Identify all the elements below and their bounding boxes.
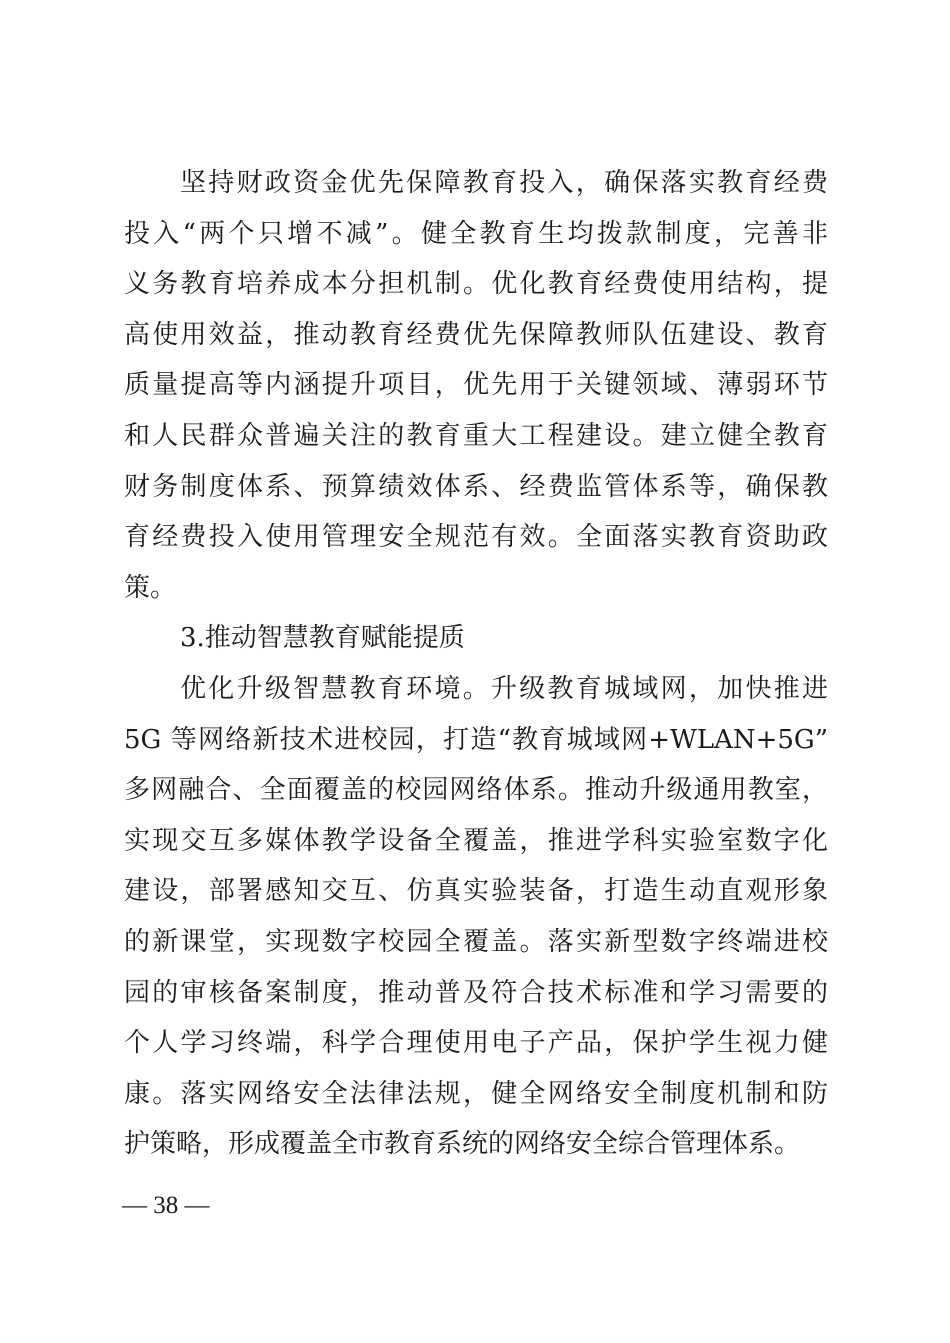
paragraph-line: 5G 等网络新技术进校园，打造“教育城域网+WLAN+5G” — [124, 724, 828, 755]
section-heading: 3.推动智慧教育赋能提质 — [180, 623, 465, 654]
paragraph-funding — [124, 158, 828, 613]
paragraph-smart-education — [124, 664, 828, 1170]
paragraph-line: 坚持财政资金优先保障教育投入，确保落实教育经费 — [180, 168, 828, 198]
paragraph-line: 园的审核备案制度，推动普及符合技术标准和学习需要的 — [124, 977, 828, 1008]
paragraph-line: 康。落实网络安全法律法规，健全网络安全制度机制和防 — [124, 1078, 828, 1109]
paragraph-line: 高使用效益，推动教育经费优先保障教师队伍建设、教育 — [124, 319, 828, 350]
paragraph-line: 护策略，形成覆盖全市教育系统的网络安全综合管理体系。 — [124, 1129, 801, 1160]
paragraph-line: 多网融合、全面覆盖的校园网络体系。推动升级通用教室， — [124, 775, 828, 806]
paragraph-line: 优化升级智慧教育环境。升级教育城域网，加快推进 — [180, 673, 828, 704]
paragraph-line: 和人民群众普遍关注的教育重大工程建设。建立健全教育 — [124, 420, 828, 451]
paragraph-line: 的新课堂，实现数字校园全覆盖。落实新型数字终端进校 — [124, 926, 828, 957]
paragraph-line: 义务教育培养成本分担机制。优化教育经费使用结构，提 — [124, 269, 828, 300]
paragraph-line: 策。 — [124, 572, 177, 603]
paragraph-line: 实现交互多媒体教学设备全覆盖，推进学科实验室数字化 — [124, 825, 828, 856]
paragraph-line: 育经费投入使用管理安全规范有效。全面落实教育资助政 — [124, 522, 828, 553]
document-body — [124, 158, 828, 1170]
paragraph-line: 财务制度体系、预算绩效体系、经费监管体系等，确保教 — [124, 471, 828, 502]
page-number: — 38 — — [122, 1192, 210, 1219]
paragraph-line: 投入“两个只增不减”。健全教育生均拨款制度，完善非 — [124, 218, 828, 249]
paragraph-line: 建设，部署感知交互、仿真实验装备，打造生动直观形象 — [124, 876, 828, 907]
paragraph-line: 质量提高等内涵提升项目，优先用于关键领域、薄弱环节 — [124, 370, 828, 401]
paragraph-line: 个人学习终端，科学合理使用电子产品，保护学生视力健 — [124, 1028, 828, 1059]
